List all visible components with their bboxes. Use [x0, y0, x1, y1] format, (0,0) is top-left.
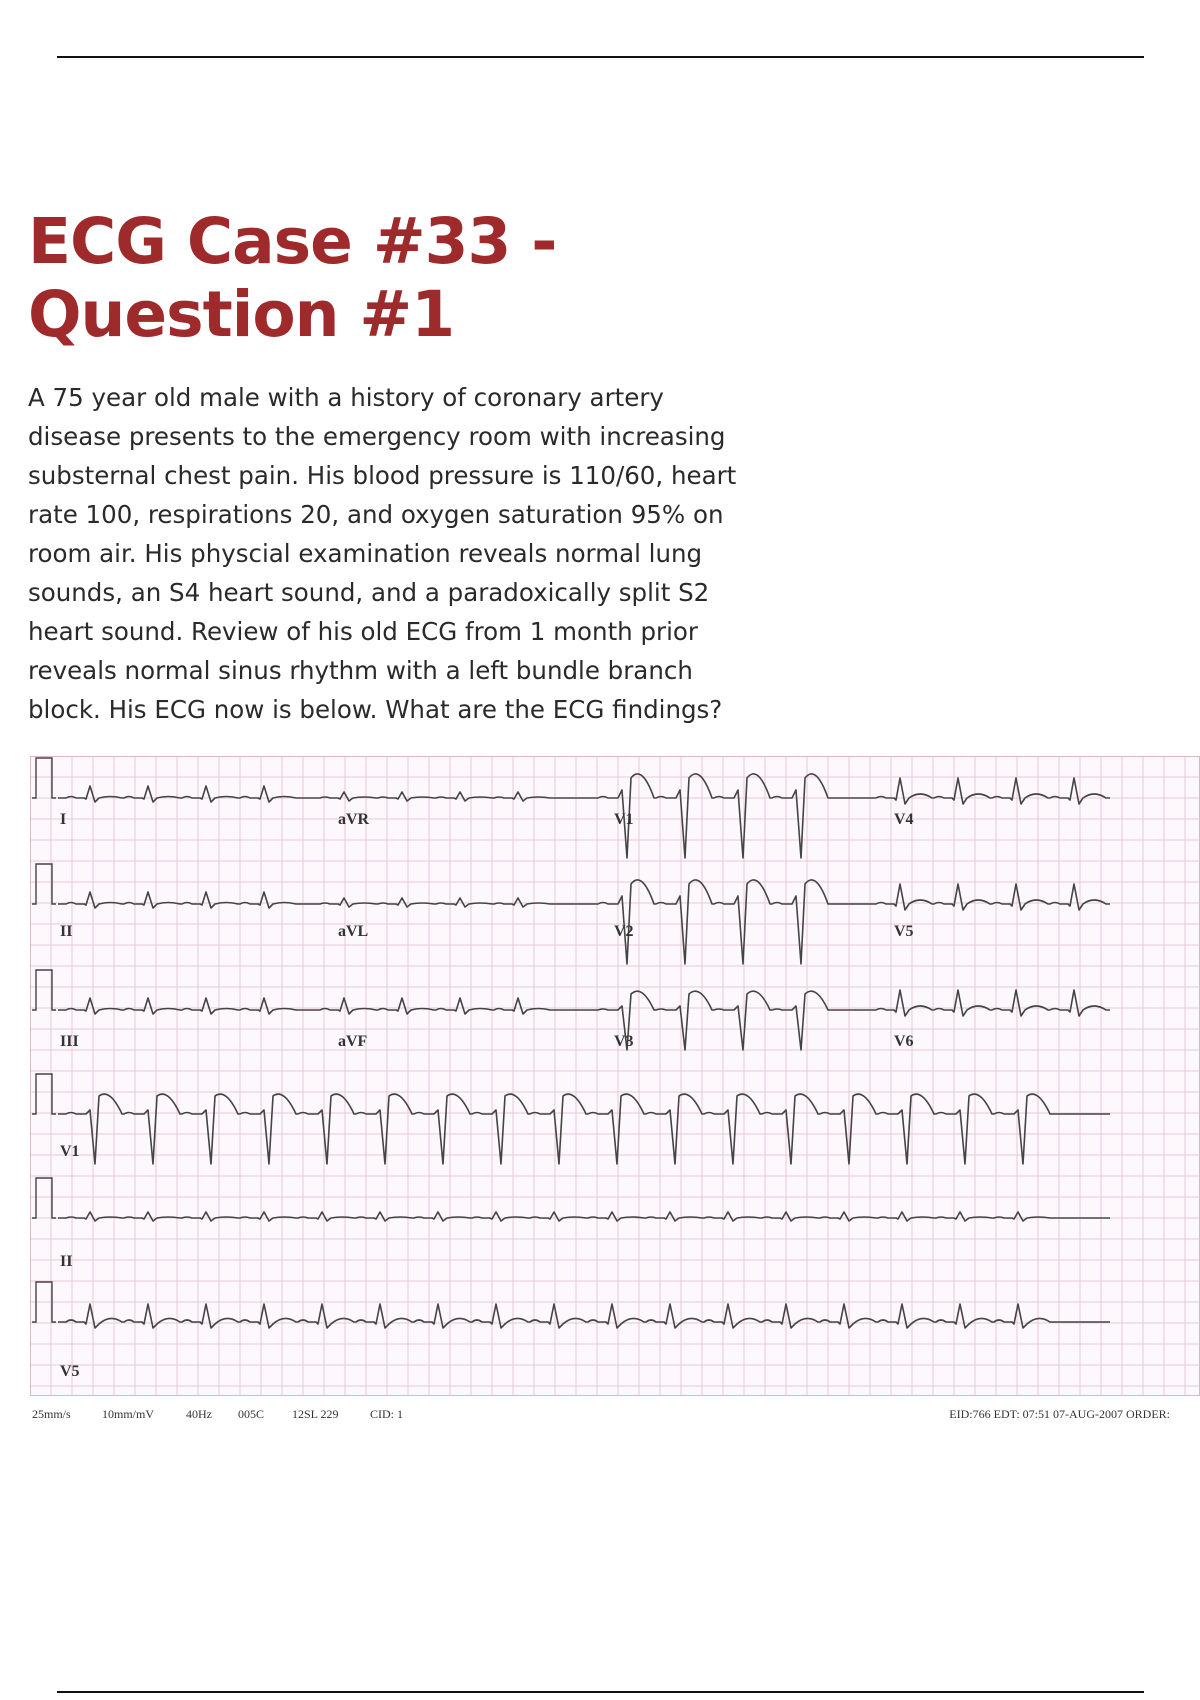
- lead-label-iii: III: [60, 1033, 79, 1050]
- body-line: block. His ECG now is below. What are the ECG findings?: [28, 695, 723, 724]
- body-line: substernal chest pain. His blood pressure is 110/60, heart: [28, 461, 737, 490]
- lead-label-v3: V3: [614, 1033, 634, 1050]
- bottom-rule: [57, 1691, 1144, 1693]
- rhythm-label-v5: V5: [60, 1363, 80, 1380]
- footer-code1: 005C: [238, 1407, 265, 1421]
- ecg-strip: [30, 756, 1200, 1426]
- body-line: rate 100, respirations 20, and oxygen saturation 95% on: [28, 500, 724, 529]
- lead-label-v4: V4: [894, 811, 914, 828]
- lead-label-v1: V1: [614, 811, 634, 828]
- lead-label-ii: II: [60, 923, 73, 940]
- top-rule: [57, 56, 1144, 58]
- lead-label-v6: V6: [894, 1033, 914, 1050]
- lead-label-v2: V2: [614, 923, 634, 940]
- page-title: [28, 205, 556, 351]
- lead-label-i: I: [60, 811, 67, 828]
- footer-gain: 10mm/mV: [102, 1407, 155, 1421]
- lead-label-avf: aVF: [338, 1033, 368, 1050]
- lead-label-avr: aVR: [338, 811, 370, 828]
- rhythm-label-ii: II: [60, 1253, 73, 1270]
- footer-cid: CID: 1: [370, 1407, 403, 1421]
- body-line: sounds, an S4 heart sound, and a paradoxically split S2: [28, 578, 710, 607]
- ecg-image: [30, 756, 1200, 1426]
- footer-speed: 25mm/s: [32, 1407, 71, 1421]
- lead-label-avl: aVL: [338, 923, 369, 940]
- footer-right: EID:766 EDT: 07:51 07-AUG-2007 ORDER:: [949, 1407, 1170, 1421]
- rhythm-label-v1: V1: [60, 1143, 80, 1160]
- case-description: [28, 378, 768, 729]
- body-line: heart sound. Review of his old ECG from 1 month prior: [28, 617, 698, 646]
- body-line: disease presents to the emergency room with increasing: [28, 422, 726, 451]
- body-line: reveals normal sinus rhythm with a left bundle branch: [28, 656, 693, 685]
- title-line-2: Question #1: [28, 278, 455, 351]
- title-line-1: ECG Case #33 -: [28, 205, 557, 278]
- footer-code2: 12SL 229: [292, 1407, 339, 1421]
- ecg-paper: [30, 756, 1200, 1396]
- body-line: A 75 year old male with a history of coronary artery: [28, 383, 664, 412]
- footer-filter: 40Hz: [186, 1407, 212, 1421]
- body-line: room air. His physcial examination reveals normal lung: [28, 539, 703, 568]
- lead-label-v5: V5: [894, 923, 914, 940]
- ecg-grid: [30, 756, 1200, 1396]
